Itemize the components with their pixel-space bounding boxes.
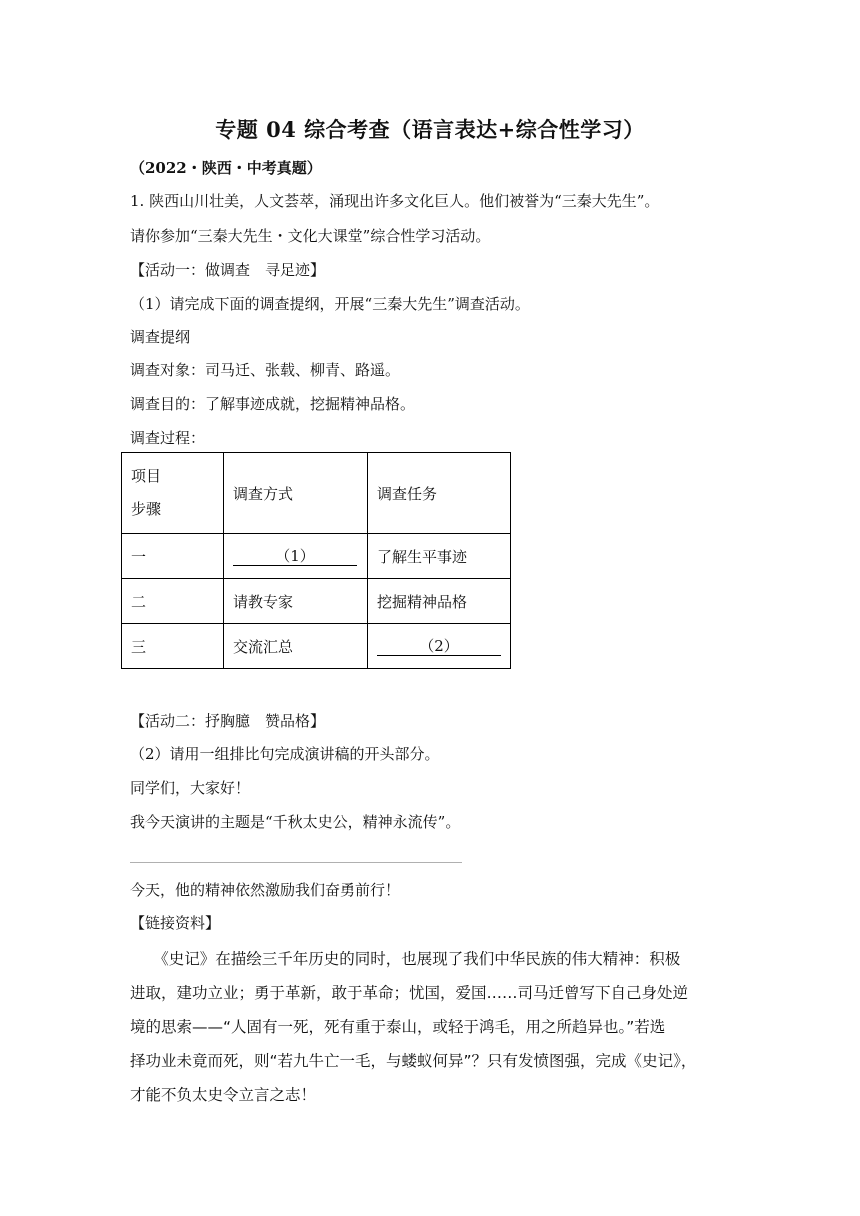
row-method: 请教专家 — [224, 579, 368, 624]
header-task: 调查任务 — [368, 453, 511, 534]
material-line: 择功业未竟而死，则“若九牛亡一毛，与蝼蚁何异”？只有发愤图强，完成《史记》， — [130, 1052, 697, 1070]
material-line: 进取，建功立业；勇于革新，敢于革命；忧国，爱国……司马迁曾写下自己身处逆 — [130, 984, 689, 1002]
outline-title: 调查提纲 — [130, 328, 191, 346]
question-intro-line-1: 1. 陕西山川壮美，人文荟萃，涌现出许多文化巨人。他们被誉为“三秦大先生”。 — [130, 192, 660, 210]
survey-purpose: 调查目的：了解事迹成就，挖掘精神品格。 — [130, 395, 416, 413]
table-header-row — [122, 453, 511, 534]
greeting-line: 同学们，大家好！ — [130, 779, 251, 797]
row-step: 一 — [122, 534, 224, 579]
table-corner-cell — [122, 453, 224, 534]
material-line: 《史记》在描绘三千年历史的同时，也展现了我们中华民族的伟大精神：积极 — [130, 950, 681, 968]
material-line: 境的思索——“人固有一死，死有重于泰山，或轻于鸿毛，用之所趋异也。”若选 — [130, 1018, 666, 1036]
task-one-prompt: （1）请完成下面的调查提纲，开展“三秦大先生”调查活动。 — [130, 295, 530, 313]
question-intro-line-2: 请你参加“三秦大先生・文化大课堂”综合性学习活动。 — [130, 227, 491, 245]
link-material-heading: 【链接资料】 — [130, 914, 221, 932]
survey-object: 调查对象：司马迁、张载、柳青、路遥。 — [130, 361, 401, 379]
table-row — [122, 624, 511, 669]
speech-theme-line: 我今天演讲的主题是“千秋太史公，精神永流传”。 — [130, 813, 461, 831]
row-task: 挖掘精神品格 — [368, 579, 511, 624]
table-row — [122, 579, 511, 624]
blank-cell-2 — [368, 624, 511, 669]
fill-blank-1[interactable]: （1） — [233, 547, 357, 566]
row-method: 交流汇总 — [224, 624, 368, 669]
answer-blank-line[interactable] — [130, 862, 462, 863]
survey-process-label: 调查过程： — [130, 429, 206, 447]
corner-label-item: 项目 — [131, 467, 162, 485]
survey-table — [121, 452, 511, 669]
material-line: 才能不负太史令立言之志！ — [130, 1086, 317, 1104]
page-title: 专题 04 综合考查（语言表达+综合性学习） — [215, 117, 645, 142]
fill-blank-2[interactable]: （2） — [377, 637, 501, 656]
blank-cell-1 — [224, 534, 368, 579]
corner-label-step: 步骤 — [131, 500, 162, 518]
row-step: 三 — [122, 624, 224, 669]
task-two-prompt: （2）请用一组排比句完成演讲稿的开头部分。 — [130, 745, 440, 763]
activity-two-heading: 【活动二：抒胸臆 赞品格】 — [130, 712, 326, 730]
header-method: 调查方式 — [224, 453, 368, 534]
closing-line: 今天，他的精神依然激励我们奋勇前行！ — [130, 881, 401, 899]
activity-one-heading: 【活动一：做调查 寻足迹】 — [130, 261, 326, 279]
source-label: （2022・陕西・中考真题） — [130, 159, 322, 177]
row-step: 二 — [122, 579, 224, 624]
row-task: 了解生平事迹 — [368, 534, 511, 579]
link-material-paragraph — [130, 942, 730, 1112]
table-row — [122, 534, 511, 579]
